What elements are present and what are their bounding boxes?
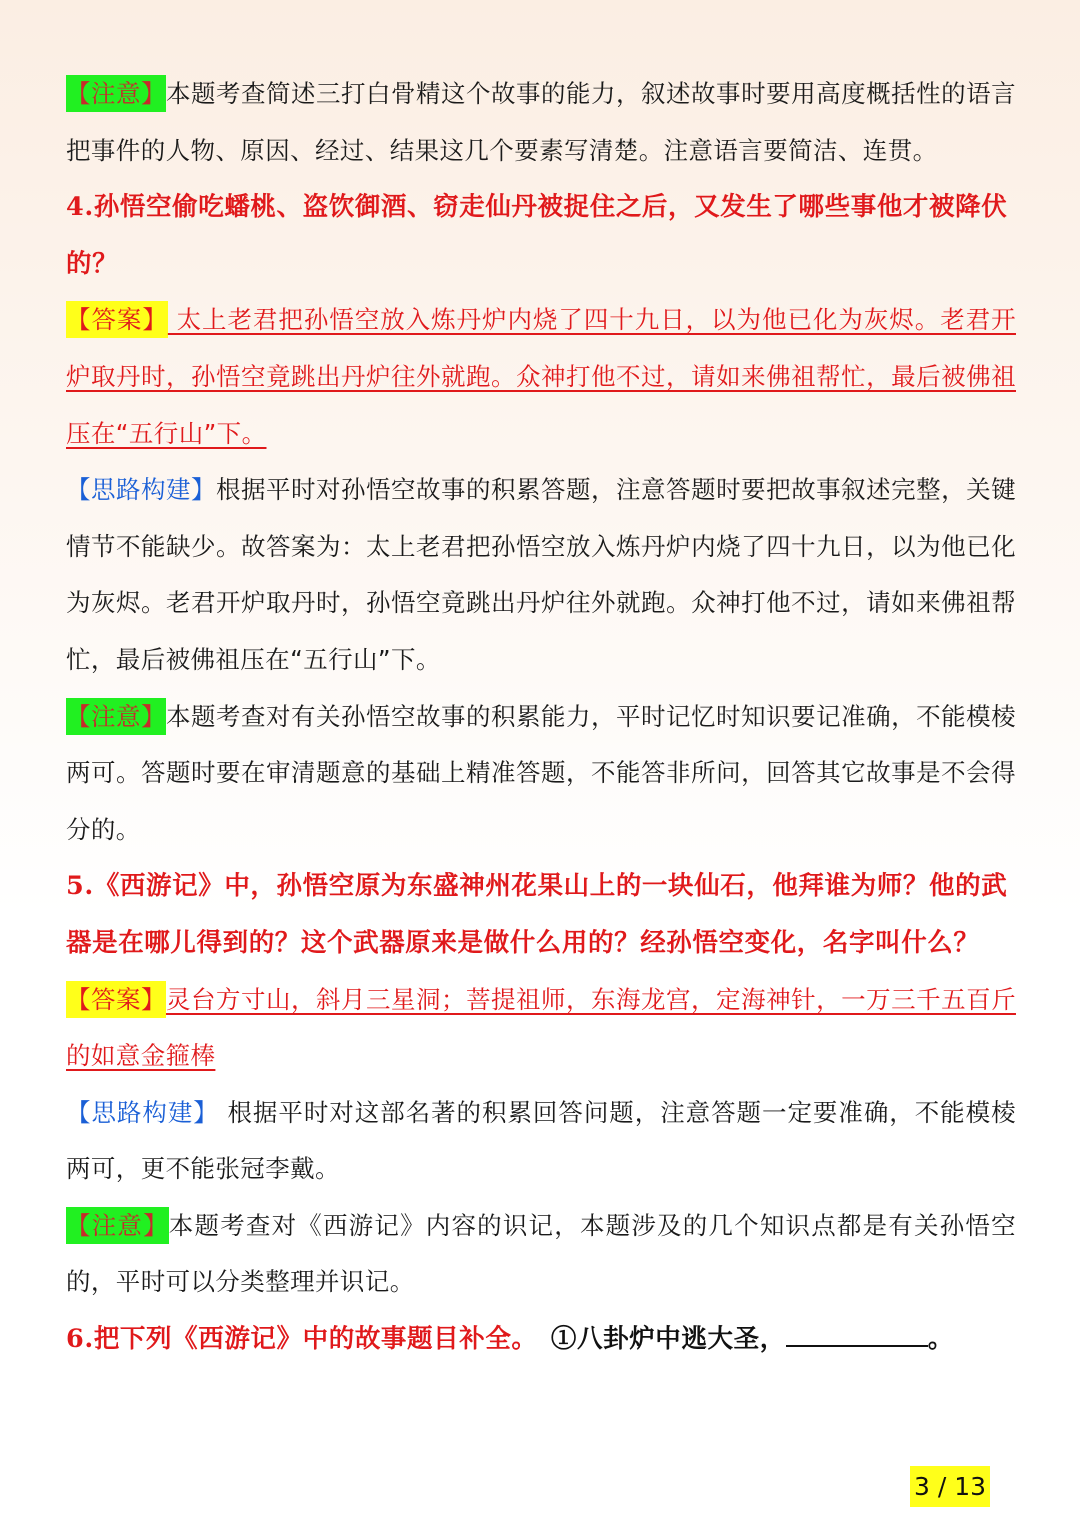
- thinking-text: 根据平时对孙悟空故事的积累答题，注意答题时要把故事叙述完整，关键情节不能缺少。故答案为：太上老君把孙悟空放入炼丹炉内烧了四十九日，以为他已化为灰烬。老君开炉取丹时，孙悟空竟跳出丹炉往外就跑。众神打他不过，请如来佛祖帮忙，最后被佛祖压在“五行山”下。: [66, 475, 1016, 674]
- answer-paragraph: [66, 292, 1016, 462]
- thinking-text: 根据平时对这部名著的积累回答问题，注意答题一定要准确，不能模棱两可，更不能张冠李戴。: [66, 1097, 1016, 1184]
- answer-paragraph: [66, 972, 1016, 1085]
- note-text: 本题考查对有关孙悟空故事的积累能力，平时记忆时知识要记准确，不能模棱两可。答题时要在审清题意的基础上精准答题，不能答非所问，回答其它故事是不会得分的。: [66, 701, 1016, 844]
- page-number-badge: 3 / 13: [910, 1466, 990, 1507]
- document-page: [66, 66, 1016, 1368]
- answer-tag: 【答案】: [66, 981, 166, 1018]
- answer-text: 太上老君把孙悟空放入炼丹炉内烧了四十九日，以为他已化为灰烬。老君开炉取丹时，孙悟空竟跳出丹炉往外就跑。众神打他不过，请如来佛祖帮忙，最后被佛祖压在“五行山”下。: [66, 305, 1016, 448]
- note-paragraph: [66, 66, 1016, 179]
- question-6-end: 。: [927, 1324, 954, 1355]
- note-tag: 【注意】: [66, 1207, 169, 1244]
- question-6: [66, 1311, 1016, 1368]
- question-6-item: ①八卦炉中逃大圣，: [550, 1324, 786, 1355]
- note-text: 本题考查对《西游记》内容的识记，本题涉及的几个知识点都是有关孙悟空的，平时可以分类整理并识记。: [66, 1210, 1016, 1297]
- answer-text: 灵台方寸山，斜月三星洞；菩提祖师，东海龙宫，定海神针，一万三千五百斤的如意金箍棒: [66, 984, 1016, 1071]
- note-text: 本题考查简述三打白骨精这个故事的能力，叙述故事时要用高度概括性的语言把事件的人物、原因、经过、结果这几个要素写清楚。注意语言要简洁、连贯。: [66, 79, 1016, 165]
- thinking-tag: 【思路构建】: [66, 1097, 219, 1127]
- thinking-paragraph: [66, 1085, 1016, 1198]
- note-paragraph: [66, 689, 1016, 859]
- question-4: 4.孙悟空偷吃蟠桃、盗饮御酒、窃走仙丹被捉住之后，又发生了哪些事他才被降伏的？: [66, 192, 1008, 279]
- question-6-prefix: 6.把下列《西游记》中的故事题目补全。: [66, 1324, 525, 1355]
- thinking-tag: 【思路构建】: [66, 475, 217, 505]
- thinking-paragraph: [66, 462, 1016, 688]
- answer-blank[interactable]: [786, 1323, 928, 1347]
- note-tag: 【注意】: [66, 75, 166, 112]
- note-tag: 【注意】: [66, 698, 166, 735]
- note-paragraph: [66, 1198, 1016, 1311]
- question-5: 5.《西游记》中，孙悟空原为东盛神州花果山上的一块仙石，他拜谁为师？他的武器是在哪儿得到的？这个武器原来是做什么用的？经孙悟空变化，名字叫什么？: [66, 871, 1008, 958]
- answer-tag: 【答案】: [66, 301, 168, 338]
